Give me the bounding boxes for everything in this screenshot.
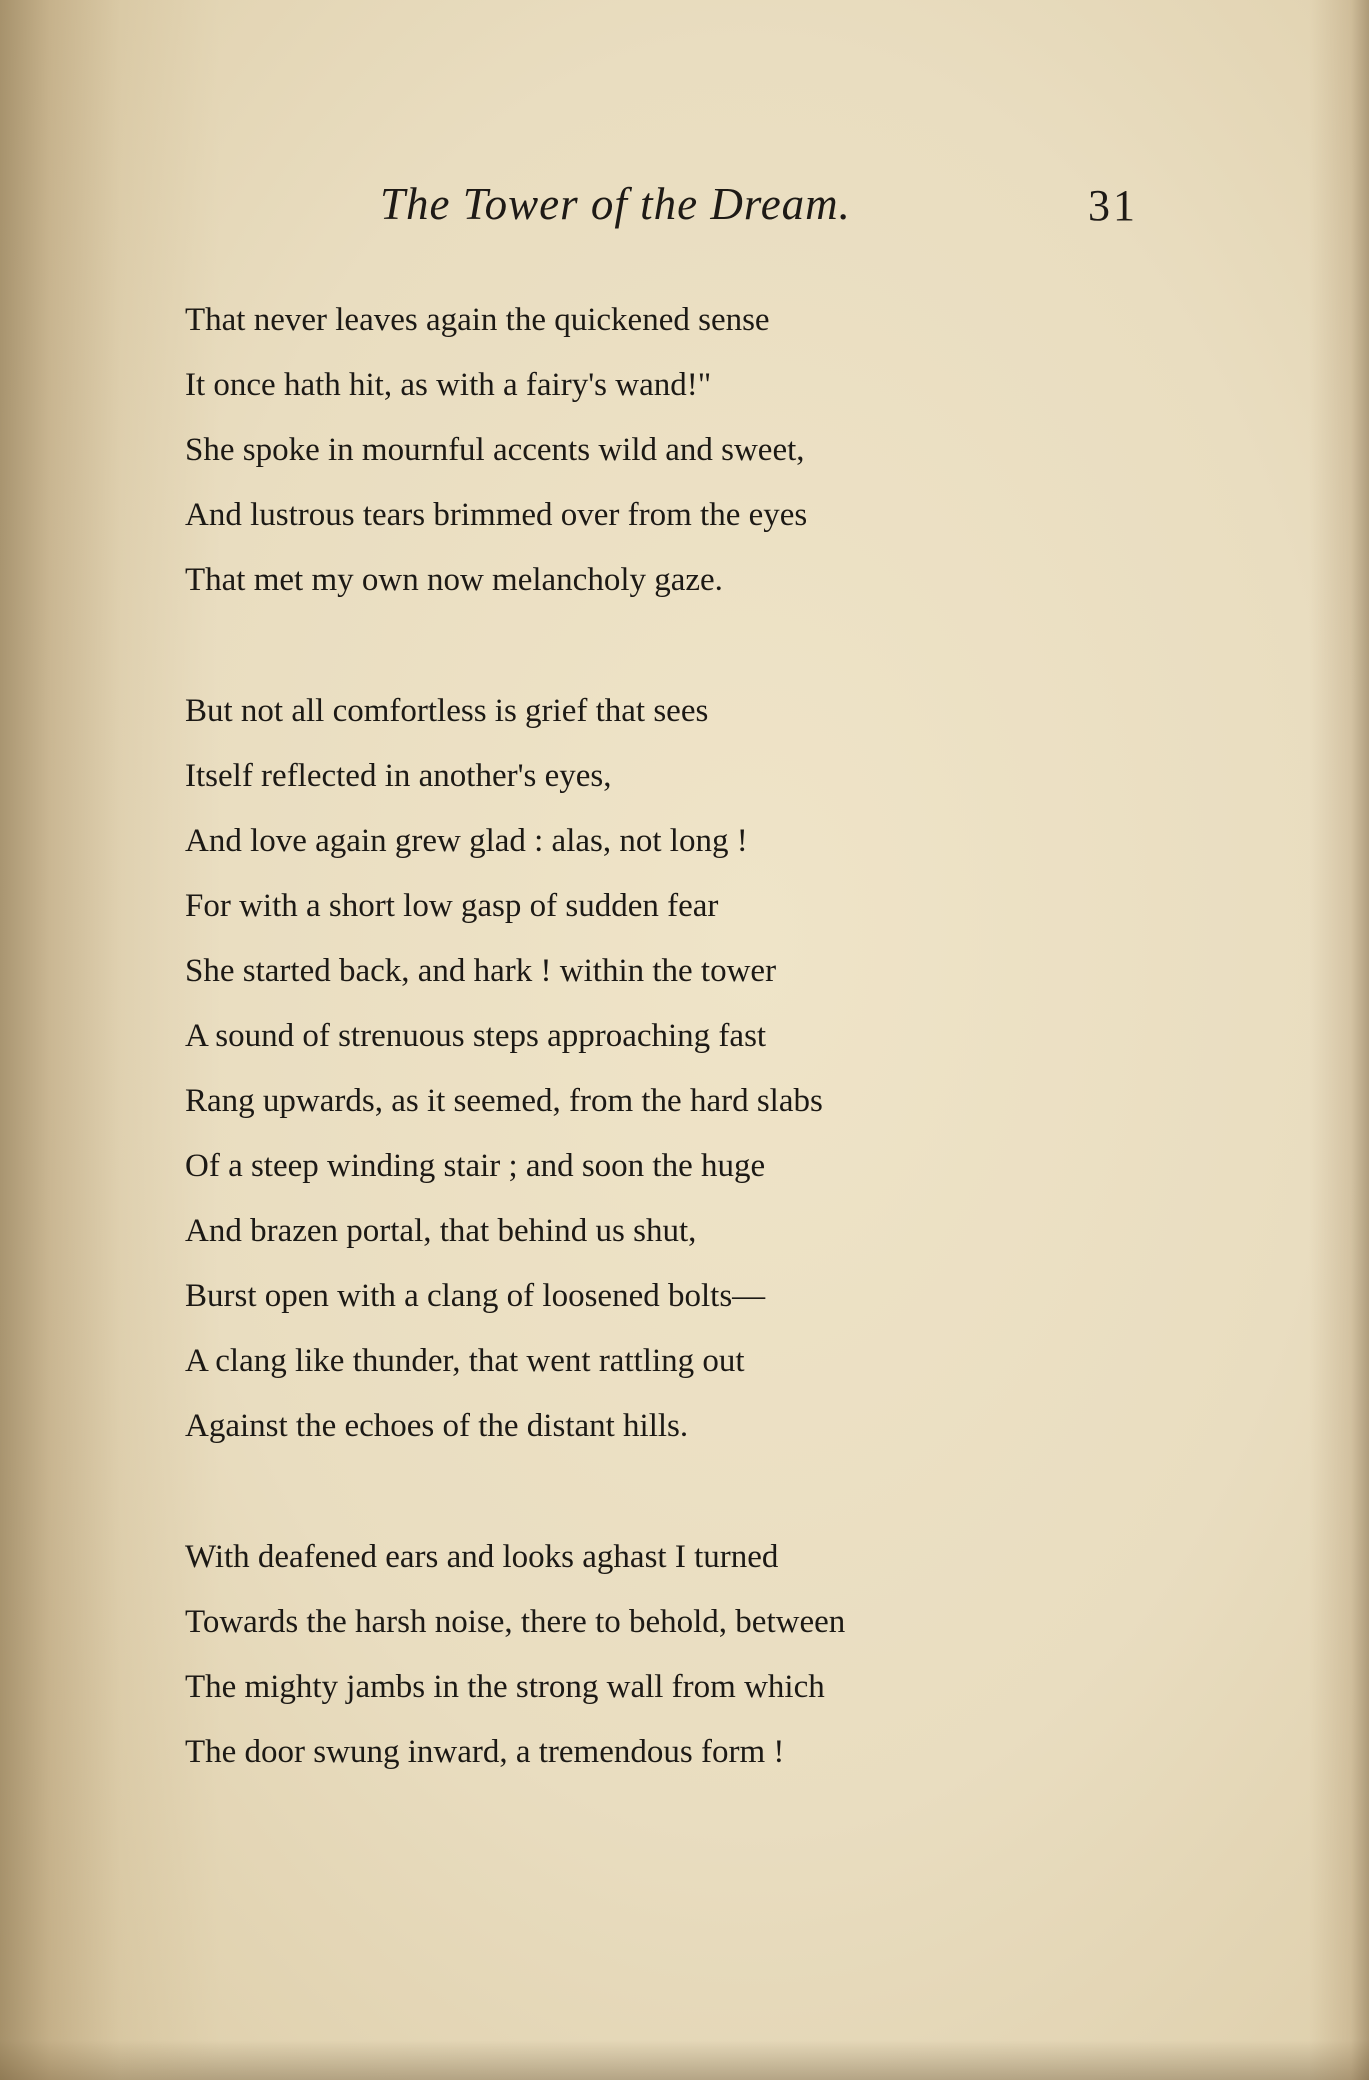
verse-line: The door swung inward, a tremendous form !: [185, 1734, 785, 1770]
page-header: [0, 178, 1369, 248]
verse-line: Rang upwards, as it seemed, from the hard slabs: [185, 1083, 823, 1119]
verse-line: And lustrous tears brimmed over from the eyes: [185, 497, 808, 533]
running-title: The Tower of the Dream.: [380, 179, 851, 229]
verse-line: And brazen portal, that behind us shut,: [185, 1213, 697, 1249]
stanza-3: [185, 1525, 1185, 1785]
verse-line: But not all comfortless is grief that sees: [185, 693, 709, 729]
verse-line: She started back, and hark ! within the tower: [185, 953, 777, 989]
verse-line: That never leaves again the quickened sense: [185, 302, 770, 338]
verse-line: For with a short low gasp of sudden fear: [185, 888, 719, 924]
verse-line: A clang like thunder, that went rattling out: [185, 1343, 745, 1379]
verse-line: Towards the harsh noise, there to behold, between: [185, 1604, 846, 1640]
verse-line: And love again grew glad : alas, not long !: [185, 823, 748, 859]
poem-text: [185, 288, 1185, 1785]
verse-line: Against the echoes of the distant hills.: [185, 1408, 689, 1444]
verse-line: A sound of strenuous steps approaching fast: [185, 1018, 767, 1054]
page-number: 31: [1088, 181, 1138, 230]
verse-line: The mighty jambs in the strong wall from which: [185, 1669, 825, 1705]
stanza-2: [185, 679, 1185, 1459]
verse-line: Of a steep winding stair ; and soon the huge: [185, 1148, 766, 1184]
verse-line: It once hath hit, as with a fairy's wand!": [185, 367, 712, 403]
verse-line: Burst open with a clang of loosened bolts—: [185, 1278, 766, 1314]
verse-line: She spoke in mournful accents wild and sweet,: [185, 432, 805, 468]
verse-line: That met my own now melancholy gaze.: [185, 562, 723, 598]
stanza-1: [185, 288, 1185, 613]
verse-line: With deafened ears and looks aghast I turned: [185, 1539, 779, 1575]
verse-line: Itself reflected in another's eyes,: [185, 758, 612, 794]
